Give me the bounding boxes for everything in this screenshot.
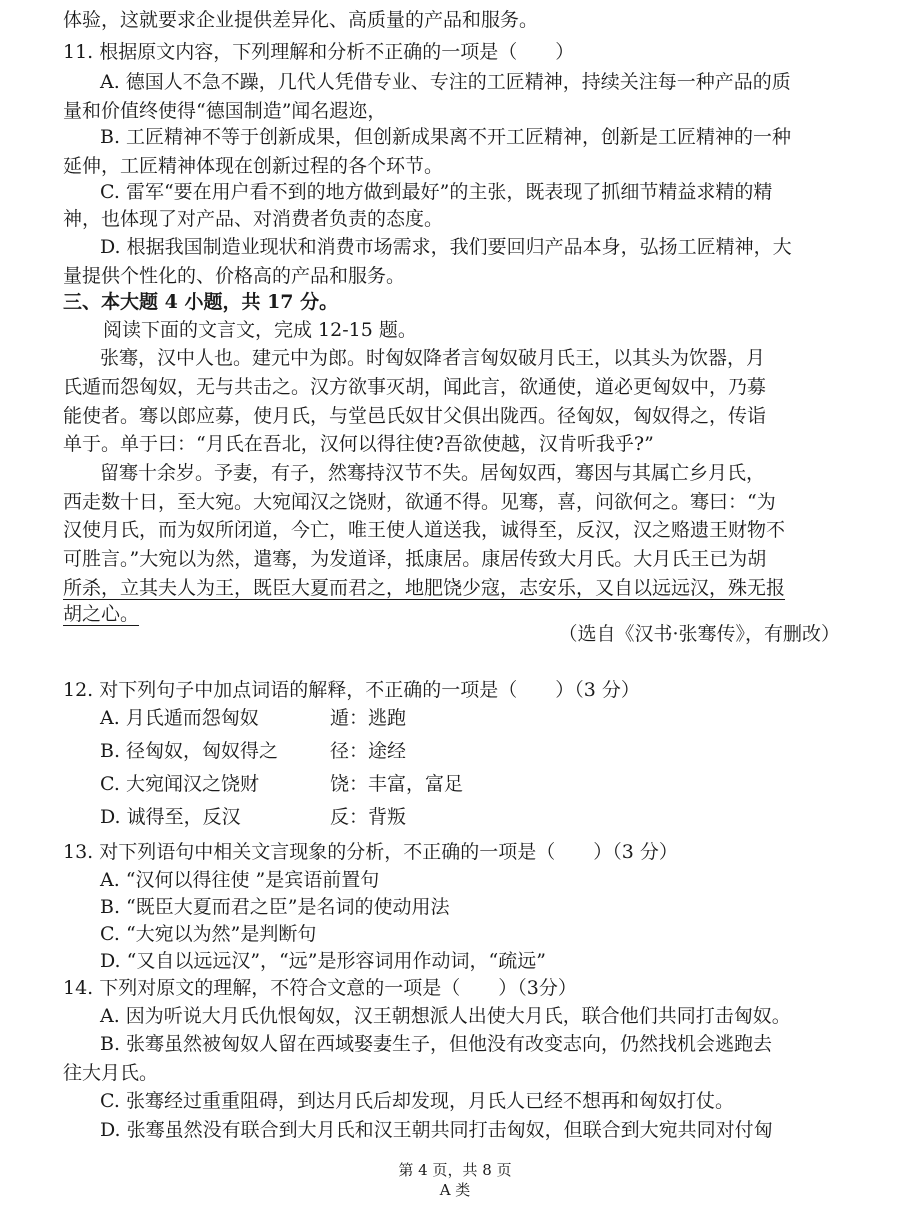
passage-line: 张骞，汉中人也。建元中为郎。时匈奴降者言匈奴破月氏王，以其头为饮器，月	[100, 347, 766, 369]
question-13-stem: 13. 对下列语句中相关文言现象的分析，不正确的一项是（ ）（3 分）	[63, 841, 678, 863]
q11-option-a-cont: 量和价值终使得“德国制造”闻名遐迩，	[63, 100, 387, 122]
q11-option-a: A. 德国人不急不躁，几代人凭借专业、专注的工匠精神，持续关注每一种产品的质	[100, 71, 791, 93]
q11-option-b: B. 工匠精神不等于创新成果，但创新成果离不开工匠精神，创新是工匠精神的一种	[100, 126, 792, 148]
q11-option-c: C. 雷军“要在用户看不到的地方做到最好”的主张，既表现了抓细节精益求精的精	[100, 181, 773, 203]
question-11-stem: 11. 根据原文内容，下列理解和分析不正确的一项是（ ）	[63, 41, 575, 63]
passage-line-underlined: 所杀，立其夫人为王，既臣大夏而君之，地肥饶少寇，志安乐，又自以远远汉，殊无报	[63, 577, 786, 599]
passage-line: 单于。单于曰：“月氏在吾北，汉何以得往使?吾欲使越，汉肯听我乎?”	[63, 433, 654, 455]
passage-line: 氏遁而怨匈奴，无与共击之。汉方欲事灭胡，闻此言，欲通使，道必更匈奴中，乃募	[63, 376, 767, 398]
q11-option-c-cont: 神，也体现了对产品、对消费者负责的态度。	[63, 208, 444, 230]
q12-option-d-explanation: 反：背叛	[330, 806, 407, 828]
q11-option-d-cont: 量提供个性化的、价格高的产品和服务。	[63, 265, 406, 287]
q12-option-d-sentence: D. 诚得至，反汉	[100, 806, 241, 828]
question-12-stem: 12. 对下列句子中加点词语的解释，不正确的一项是（ ）（3 分）	[63, 679, 640, 701]
section-3-heading: 三、本大题 4 小题，共 17 分。	[63, 291, 339, 313]
q14-option-b: B. 张骞虽然被匈奴人留在西域娶妻生子，但他没有改变志向，仍然找机会逃跑去	[100, 1033, 773, 1055]
q12-option-b-explanation: 径：途经	[330, 740, 407, 762]
paper-type: A 类	[439, 1181, 471, 1199]
q13-option-a: A. “汉何以得往使 ”是宾语前置句	[100, 869, 380, 891]
q11-option-d: D. 根据我国制造业现状和消费市场需求，我们要回归产品本身，弘扬工匠精神，大	[100, 236, 792, 258]
q12-option-a-explanation: 遁：逃跑	[330, 707, 407, 729]
passage-line-underlined: 胡之心。	[63, 603, 140, 625]
q13-option-c: C. “大宛以为然”是判断句	[100, 923, 317, 945]
q12-option-c-sentence: C. 大宛闻汉之饶财	[100, 773, 259, 795]
passage-line: 可胜言。”大宛以为然，遣骞，为发道译，抵康居。康居传致大月氏。大月氏王已为胡	[63, 548, 767, 570]
q13-option-d: D. “又自以远远汉”，“远”是形容词用作动词，“疏远”	[100, 950, 546, 972]
q14-option-c: C. 张骞经过重重阻碍，到达月氏后却发现，月氏人已经不想再和匈奴打仗。	[100, 1090, 734, 1112]
passage-line: 汉使月氏，而为奴所闭道，今亡，唯王使人道送我，诚得至，反汉，汉之赂遗王财物不	[63, 519, 786, 541]
passage-line: 西走数十日，至大宛。大宛闻汉之饶财，欲通不得。见骞，喜，问欲何之。骞曰：“为	[63, 491, 776, 513]
q13-option-b: B. “既臣大夏而君之臣”是名词的使动用法	[100, 896, 450, 918]
passage-line: 留骞十余岁。予妻，有子，然骞持汉节不失。居匈奴西，骞因与其属亡乡月氏，	[100, 462, 766, 484]
q12-option-a-sentence: A. 月氏遁而怨匈奴	[100, 707, 259, 729]
q12-option-c-explanation: 饶：丰富，富足	[330, 773, 464, 795]
q14-option-a: A. 因为听说大月氏仇恨匈奴，汉王朝想派人出使大月氏，联合他们共同打击匈奴。	[100, 1005, 791, 1027]
q12-option-b-sentence: B. 径匈奴，匈奴得之	[100, 740, 279, 762]
passage-line: 能使者。骞以郎应募，使月氏，与堂邑氏奴甘父俱出陇西。径匈奴，匈奴得之，传诣	[63, 405, 767, 427]
page-number: 第 4 页，共 8 页	[398, 1161, 512, 1179]
reading-instruction: 阅读下面的文言文，完成 12-15 题。	[103, 319, 417, 341]
question-14-stem: 14. 下列对原文的理解，不符合文意的一项是（ ）（3分）	[63, 977, 577, 999]
q11-option-b-cont: 延伸，工匠精神体现在创新过程的各个环节。	[63, 155, 444, 177]
q14-option-b-cont: 往大月氏。	[63, 1062, 159, 1084]
text-line: 体验，这就要求企业提供差异化、高质量的产品和服务。	[63, 9, 539, 31]
q14-option-d: D. 张骞虽然没有联合到大月氏和汉王朝共同打击匈奴，但联合到大宛共同对付匈	[100, 1119, 773, 1141]
passage-source: （选自《汉书·张骞传》，有删改）	[558, 623, 840, 645]
